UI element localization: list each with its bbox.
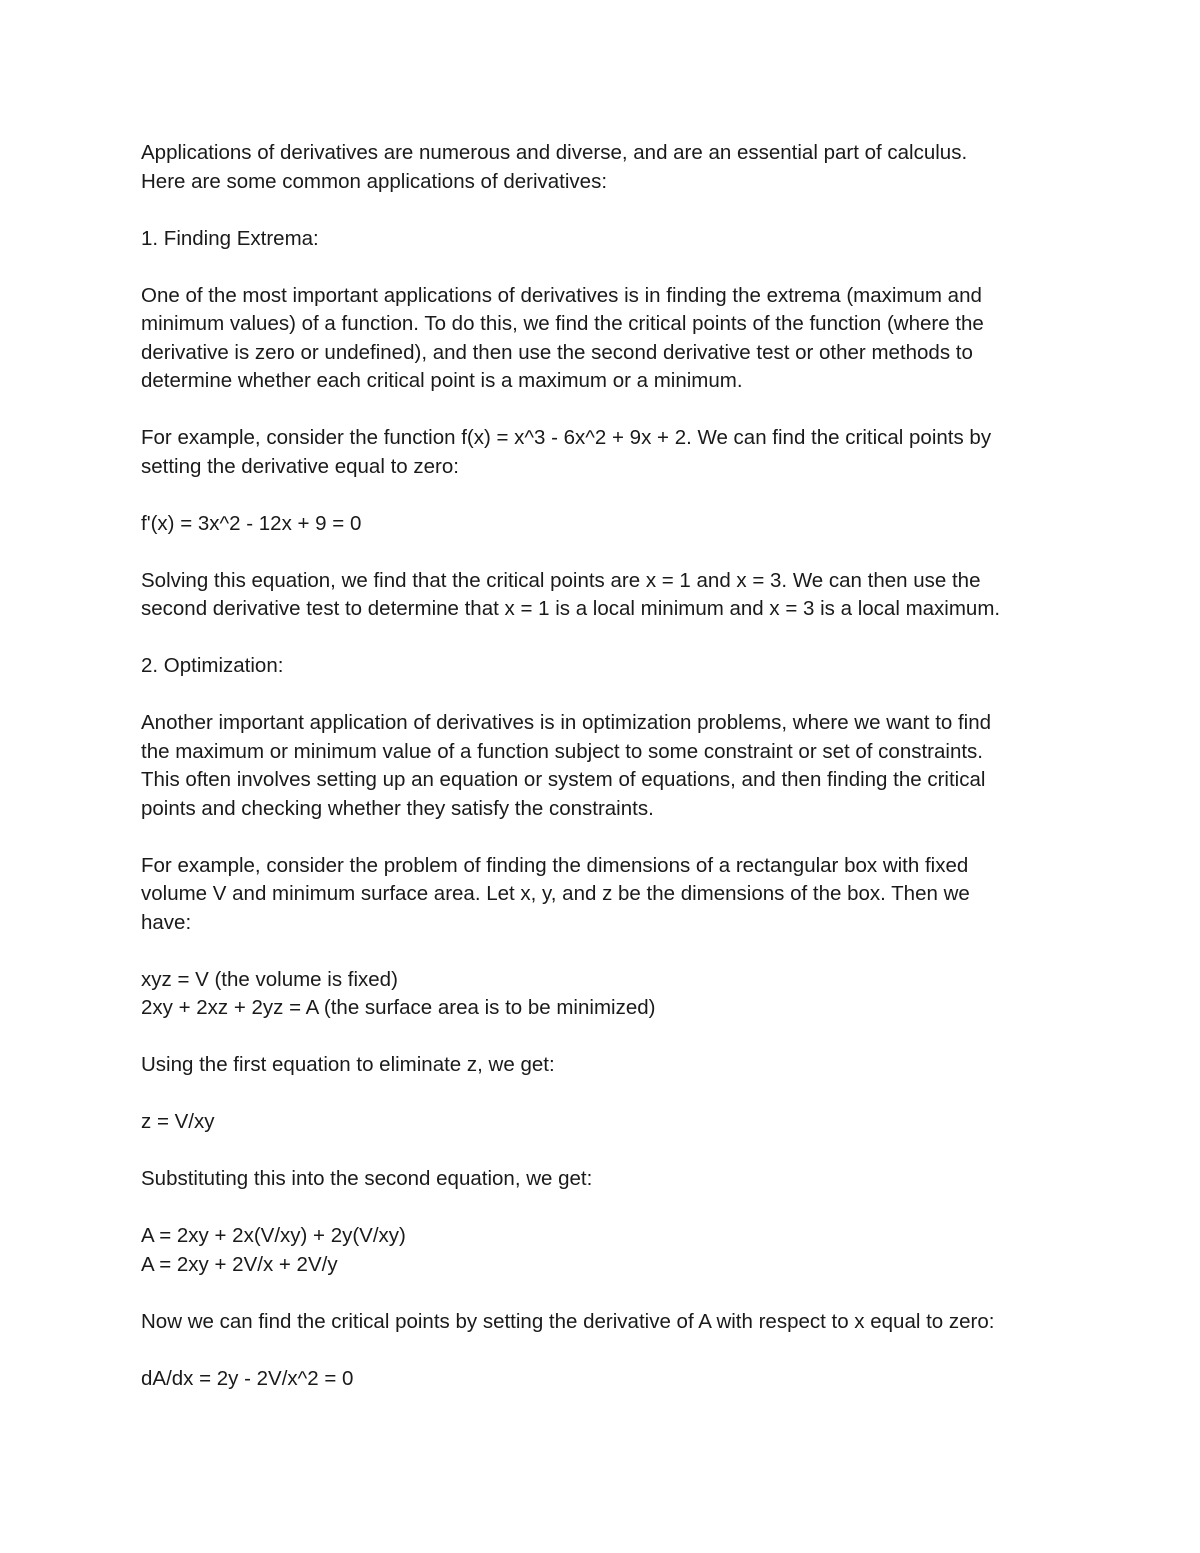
paragraph-intro xyxy=(141,139,1071,196)
paragraph-eliminate-z xyxy=(141,1051,1071,1080)
text-line: Using the first equation to eliminate z, we get: xyxy=(141,1053,555,1076)
text-line: A = 2xy + 2V/x + 2V/y xyxy=(141,1252,338,1276)
text-line: For example, consider the problem of finding the dimensions of a rectangular box with fixed xyxy=(141,853,969,877)
paragraph-extrema-example xyxy=(141,424,1071,481)
text-line: Applications of derivatives are numerous and diverse, and are an essential part of calculus. xyxy=(141,141,968,164)
equation-z xyxy=(141,1108,1071,1137)
paragraph-optimization-explanation xyxy=(141,709,1071,823)
equation-derivative xyxy=(141,510,1071,539)
text-line: 1. Finding Extrema: xyxy=(141,226,319,250)
text-line: dA/dx = 2y - 2V/x^2 = 0 xyxy=(141,1366,354,1390)
text-line: 2xy + 2xz + 2yz = A (the surface area is to be minimized) xyxy=(141,996,656,1019)
text-line: setting the derivative equal to zero: xyxy=(141,454,459,478)
text-line: Here are some common applications of derivatives: xyxy=(141,169,608,193)
text-line: have: xyxy=(141,910,192,934)
text-line: z = V/xy xyxy=(141,1110,215,1133)
paragraph-critical-points xyxy=(141,1308,1071,1337)
text-line: A = 2xy + 2x(V/xy) + 2y(V/xy) xyxy=(141,1224,406,1247)
text-line: determine whether each critical point is a maximum or a minimum. xyxy=(141,369,743,392)
section-heading-finding-extrema xyxy=(141,225,1071,254)
text-line: f'(x) = 3x^2 - 12x + 9 = 0 xyxy=(141,511,362,535)
paragraph-substituting xyxy=(141,1165,1071,1194)
text-line: Solving this equation, we find that the critical points are x = 1 and x = 3. We can then use the xyxy=(141,568,981,592)
text-line: derivative is zero or undefined), and then use the second derivative test or other methods to xyxy=(141,340,973,364)
text-line: This often involves setting up an equation or system of equations, and then finding the critical xyxy=(141,768,986,791)
text-line: One of the most important applications of derivatives is in finding the extrema (maximum and xyxy=(141,283,982,307)
equations-constraints xyxy=(141,966,1071,1023)
text-line: second derivative test to determine that x = 1 is a local minimum and x = 3 is a local maximum. xyxy=(141,597,1001,620)
text-line: the maximum or minimum value of a function subject to some constraint or set of constraints. xyxy=(141,739,983,763)
equation-dA-dx xyxy=(141,1365,1071,1394)
section-heading-optimization xyxy=(141,652,1071,681)
text-line: Substituting this into the second equation, we get: xyxy=(141,1167,593,1190)
paragraph-extrema-solution xyxy=(141,567,1071,624)
text-line: For example, consider the function f(x) = x^3 - 6x^2 + 9x + 2. We can find the critical points by xyxy=(141,426,992,449)
document-body xyxy=(141,139,1071,1422)
text-line: xyz = V (the volume is fixed) xyxy=(141,967,398,991)
text-line: 2. Optimization: xyxy=(141,654,284,677)
text-line: volume V and minimum surface area. Let x, y, and z be the dimensions of the box. Then we xyxy=(141,882,970,905)
text-line: Now we can find the critical points by setting the derivative of A with respect to x equal to zero: xyxy=(141,1309,995,1333)
text-line: minimum values) of a function. To do this, we find the critical points of the function (where the xyxy=(141,312,984,335)
equations-surface-area xyxy=(141,1222,1071,1279)
text-line: Another important application of derivatives is in optimization problems, where we want to find xyxy=(141,711,992,734)
text-line: points and checking whether they satisfy the constraints. xyxy=(141,796,654,820)
paragraph-extrema-explanation xyxy=(141,282,1071,396)
paragraph-optimization-example xyxy=(141,852,1071,938)
